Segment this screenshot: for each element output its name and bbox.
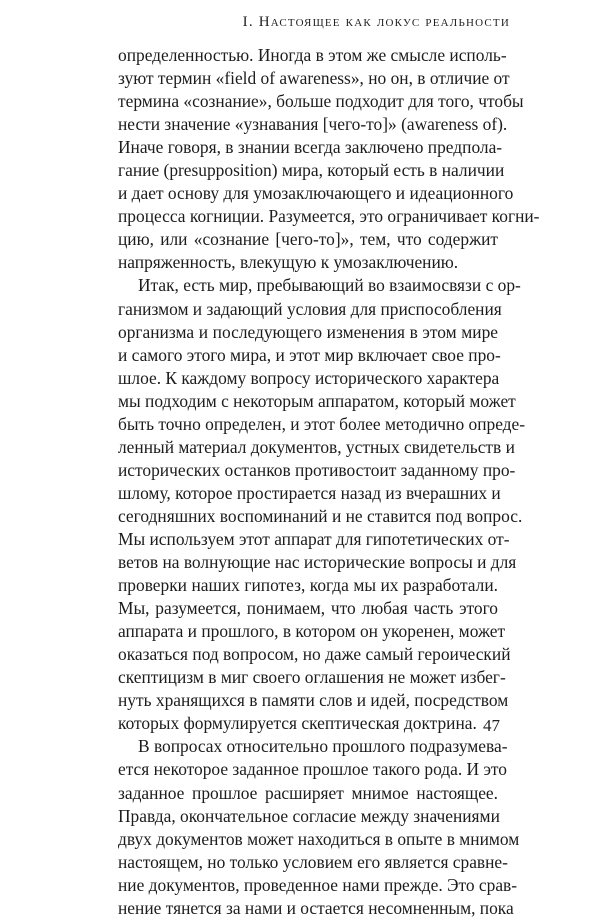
text-line: цию, или «сознание [чего-то]», тем, что содержит: [118, 229, 498, 250]
text-line: двух документов может находиться в опыте в мнимом: [118, 828, 520, 849]
text-line: Мы, разумеется, понимаем, что любая часть этого: [118, 598, 498, 619]
paragraph-first-line: В вопросах относительно прошлого подразумева-: [138, 736, 508, 757]
text-line: нести значение «узнавания [чего-то]» (awareness of).: [118, 114, 508, 135]
text-line: определенностью. Иногда в этом же смысле исполь-: [118, 45, 507, 65]
text-line: мы подходим с некоторым аппаратом, который может: [118, 390, 516, 411]
text-line: термина «сознание», больше подходит для того, чтобы: [118, 91, 524, 112]
text-line: шлому, которое простирается назад из вчерашних и: [118, 482, 501, 503]
page-number: 47: [483, 716, 500, 735]
text-line: нуть хранящихся в памяти слов и идей, посредством: [118, 690, 509, 711]
text-line: исторических останков противостоит заданному про-: [118, 459, 516, 480]
text-line: скептицизм в миг своего оглашения не может избег-: [118, 667, 506, 688]
text-line: Иначе говоря, в знании всегда заключено предпола-: [118, 137, 503, 158]
text-line: ленный материал документов, устных свидетельств и: [118, 436, 515, 457]
text-line: гание (presupposition) мира, который есть в наличии: [118, 160, 505, 181]
text-line: процесса когниции. Разумеется, это ограничивает когни-: [118, 206, 540, 227]
text-line: и самого этого мира, и этот мир включает свое про-: [118, 344, 501, 365]
text-line: Правда, окончательное согласие между значениями: [118, 805, 500, 826]
text-line: оказаться под вопросом, но даже самый героический: [118, 644, 511, 665]
text-line: организма и последующего изменения в этом мире: [118, 321, 498, 342]
text-line: аппарата и прошлого, в котором он укоренен, может: [118, 621, 506, 642]
text-line: зуют термин «field of awareness», но он, в отличие от: [118, 68, 510, 89]
text-line: шлое. К каждому вопросу исторического характера: [118, 367, 500, 388]
text-line: которых формулируется скептическая доктрина.: [118, 713, 477, 734]
text-line: напряженность, влекущую к умозаключению.: [118, 252, 459, 273]
text-line: нение тянется за нами и остается несомненным, пока: [118, 897, 514, 918]
text-line: ется некоторое заданное прошлое такого рода. И это: [118, 759, 507, 780]
text-line: Мы используем этот аппарат для гипотетических от-: [118, 528, 510, 549]
text-line: проверки наших гипотез, когда мы их разработали.: [118, 575, 498, 596]
text-line: заданное прошлое расширяет мнимое настоящее.: [118, 782, 498, 803]
text-line: быть точно определен, и этот более методично опреде-: [118, 413, 526, 434]
text-line: ние документов, проведенное нами прежде. Это срав-: [118, 874, 518, 895]
text-line: ветов на волнующие нас исторические вопросы и для: [118, 552, 517, 573]
text-line: и дает основу для умозаключающего и идеационного: [118, 183, 514, 204]
running-head: I. Настоящее как локус реальности: [242, 14, 510, 30]
body-text: [118, 44, 540, 920]
text-line: настоящем, но только условием его является сравне-: [118, 851, 508, 872]
text-line: сегодняшних воспоминаний и не ставится под вопрос.: [118, 505, 523, 526]
paragraph-first-line: Итак, есть мир, пребывающий во взаимосвязи с ор-: [138, 275, 521, 296]
text-line: ганизмом и задающий условия для приспособления: [118, 298, 502, 319]
